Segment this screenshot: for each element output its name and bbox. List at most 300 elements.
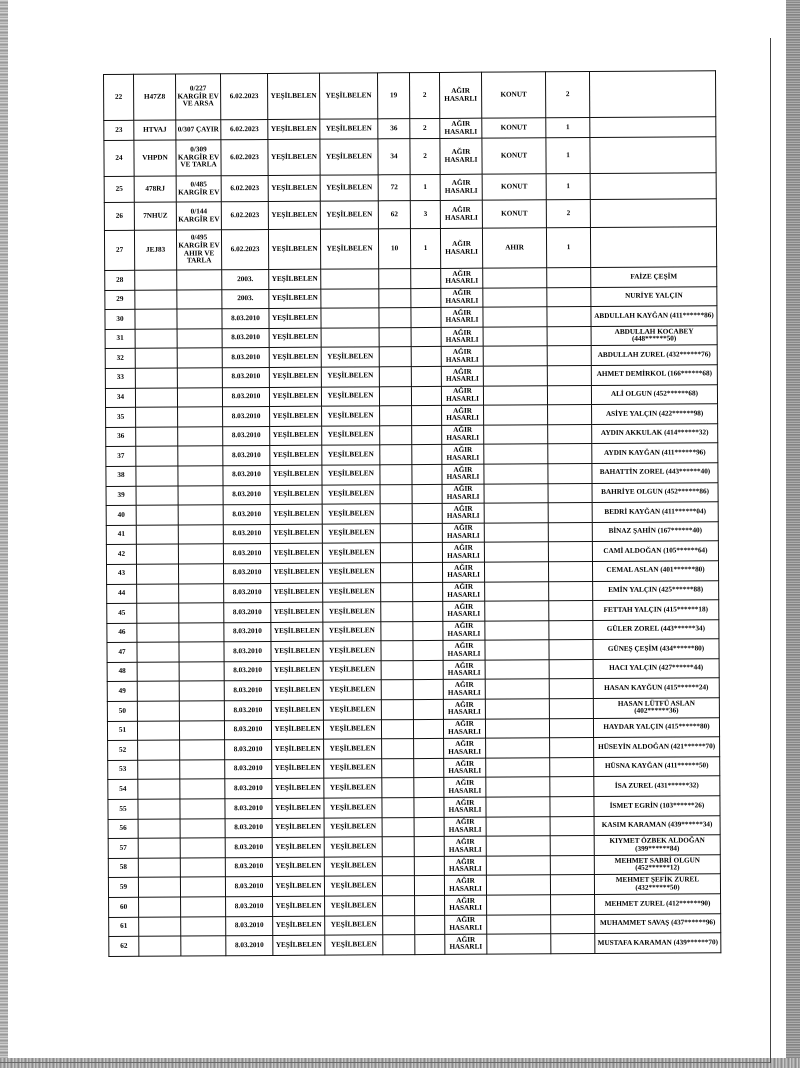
owner-name-cell [590, 199, 716, 228]
row-number-cell: 55 [108, 799, 138, 819]
count-1-cell: 34 [378, 139, 410, 175]
damage-status-cell: AĞIR HASARLI [441, 386, 483, 406]
parcel-info-cell [178, 427, 223, 447]
count-2-cell [414, 837, 444, 857]
date-cell: 8.03.2010 [224, 622, 271, 642]
location-2-cell: YEŞİLBELEN [322, 445, 380, 465]
building-code-cell: H47Z8 [134, 74, 176, 120]
count-1-cell [380, 406, 412, 426]
owner-name-cell: AHMET DEMİRKOL (166******68) [591, 365, 717, 385]
count-1-cell [379, 367, 411, 387]
unit-count-cell [551, 914, 595, 934]
count-2-cell [414, 797, 444, 817]
unit-count-cell [549, 640, 593, 660]
date-cell: 8.03.2010 [224, 583, 271, 603]
location-cell: YEŞİLBELEN [269, 387, 321, 407]
count-1-cell [380, 523, 412, 543]
building-code-cell [137, 682, 179, 702]
unit-count-cell [548, 444, 592, 464]
owner-name-cell: İSMET EGRİN (103******26) [594, 796, 720, 816]
date-cell: 8.03.2010 [225, 877, 272, 897]
row-number-cell: 31 [105, 329, 135, 349]
owner-name-cell: CEMAL ASLAN (401******80) [592, 561, 718, 581]
damage-status-cell: AĞIR HASARLI [444, 817, 486, 837]
location-2-cell: YEŞİLBELEN [322, 406, 380, 426]
row-number-cell: 59 [108, 878, 138, 898]
owner-name-cell: HACI YALÇIN (427******44) [593, 659, 719, 679]
date-cell: 8.03.2010 [226, 936, 273, 956]
damage-status-cell: AĞIR HASARLI [444, 797, 486, 817]
location-2-cell: YEŞİLBELEN [320, 119, 378, 139]
count-2-cell [413, 680, 443, 700]
row-number-cell: 36 [106, 427, 136, 447]
unit-count-cell [550, 777, 594, 797]
unit-count-cell [549, 659, 593, 679]
damage-status-cell: AĞIR HASARLI [443, 621, 485, 641]
damage-status-cell: AĞIR HASARLI [440, 174, 482, 200]
location-2-cell: YEŞİLBELEN [323, 602, 381, 622]
parcel-info-cell: 0/227 KARGİR EV VE ARSA [176, 74, 221, 120]
count-2-cell: 1 [410, 174, 440, 200]
location-2-cell: YEŞİLBELEN [323, 582, 381, 602]
unit-count-cell [548, 522, 592, 542]
count-1-cell [382, 798, 414, 818]
row-number-cell: 35 [106, 407, 136, 427]
count-2-cell [412, 464, 442, 484]
building-code-cell [136, 407, 178, 427]
scan-edge-bottom [0, 1058, 800, 1068]
count-1-cell [382, 817, 414, 837]
location-2-cell: YEŞİLBELEN [324, 837, 382, 857]
table-row [109, 933, 721, 956]
location-cell: YEŞİLBELEN [273, 916, 325, 936]
unit-count-cell [549, 699, 593, 719]
count-1-cell [381, 719, 413, 739]
parcel-info-cell [179, 583, 224, 603]
row-number-cell: 38 [106, 466, 136, 486]
location-2-cell: YEŞİLBELEN [323, 661, 381, 681]
damage-status-cell: AĞIR HASARLI [442, 503, 484, 523]
damage-status-cell: AĞIR HASARLI [444, 738, 486, 758]
parcel-info-cell [177, 387, 222, 407]
owner-name-cell: HASAN LÜTFÜ ASLAN (402******36) [593, 698, 719, 718]
row-number-cell: 26 [104, 202, 134, 230]
count-1-cell [380, 563, 412, 583]
building-code-cell [139, 936, 181, 956]
location-2-cell [321, 269, 379, 289]
location-2-cell: YEŞİLBELEN [325, 896, 383, 916]
location-2-cell: YEŞİLBELEN [322, 543, 380, 563]
row-number-cell: 29 [105, 290, 135, 310]
location-2-cell: YEŞİLBELEN [321, 367, 379, 387]
unit-count-cell: 1 [546, 174, 590, 200]
usage-cell [486, 816, 550, 836]
owner-name-cell: AYDIN AKKULAK (414******32) [592, 424, 718, 444]
usage-cell: KONUT [482, 138, 546, 174]
count-1-cell [381, 582, 413, 602]
unit-count-cell [549, 679, 593, 699]
count-1-cell: 72 [378, 175, 410, 201]
owner-name-cell: HÜSNA KAYĞAN (411******50) [594, 757, 720, 777]
date-cell: 6.02.2023 [221, 201, 268, 229]
location-cell: YEŞİLBELEN [270, 446, 322, 466]
damage-status-cell: AĞIR HASARLI [441, 268, 483, 288]
date-cell: 6.02.2023 [221, 119, 268, 139]
date-cell: 8.03.2010 [223, 505, 270, 525]
count-1-cell: 36 [378, 119, 410, 139]
row-number-cell: 40 [106, 505, 136, 525]
usage-cell [487, 914, 551, 934]
building-code-cell [137, 603, 179, 623]
unit-count-cell [547, 385, 591, 405]
location-cell: YEŞİLBELEN [269, 328, 321, 348]
unit-count-cell: 2 [545, 72, 589, 118]
usage-cell [485, 699, 549, 719]
count-2-cell [412, 406, 442, 426]
damage-status-cell: AĞIR HASARLI [442, 484, 484, 504]
building-code-cell [135, 270, 177, 290]
count-2-cell [412, 562, 442, 582]
unit-count-cell [550, 797, 594, 817]
table-row [104, 71, 716, 121]
building-code-cell [137, 701, 179, 721]
count-1-cell [383, 935, 415, 955]
row-number-cell: 37 [106, 447, 136, 467]
location-2-cell: YEŞİLBELEN [322, 524, 380, 544]
row-number-cell: 46 [107, 623, 137, 643]
damage-status-cell: AĞIR HASARLI [444, 778, 486, 798]
usage-cell: KONUT [482, 118, 546, 138]
owner-name-cell: MUSTAFA KARAMAN (439******70) [595, 933, 721, 953]
damage-status-cell: AĞIR HASARLI [443, 601, 485, 621]
usage-cell [486, 836, 550, 856]
date-cell: 6.02.2023 [221, 73, 268, 119]
parcel-info-cell [179, 701, 224, 721]
date-cell: 8.03.2010 [223, 544, 270, 564]
row-number-cell: 54 [108, 780, 138, 800]
location-2-cell: YEŞİLBELEN [321, 347, 379, 367]
parcel-info-cell [180, 858, 225, 878]
owner-name-cell: ASİYE YALÇIN (422******98) [592, 404, 718, 424]
parcel-info-cell [177, 368, 222, 388]
parcel-info-cell [179, 681, 224, 701]
count-1-cell [382, 876, 414, 896]
parcel-info-cell [178, 564, 223, 584]
building-code-cell: VHPDN [134, 140, 176, 176]
usage-cell [486, 738, 550, 758]
date-cell: 8.03.2010 [224, 720, 271, 740]
row-number-cell: 45 [107, 603, 137, 623]
building-code-cell [136, 446, 178, 466]
date-cell: 8.03.2010 [222, 309, 269, 329]
location-cell: YEŞİLBELEN [271, 661, 323, 681]
parcel-info-cell [179, 622, 224, 642]
usage-cell: AHIR [482, 228, 546, 268]
unit-count-cell [551, 934, 595, 954]
count-2-cell: 1 [410, 228, 440, 268]
owner-name-cell: ABDULLAH KAYĞAN (411******86) [591, 306, 717, 326]
damage-status-cell: AĞIR HASARLI [443, 719, 485, 739]
parcel-info-cell [179, 720, 224, 740]
owner-name-cell: MUHAMMET SAVAŞ (437******96) [595, 913, 721, 933]
building-code-cell: 478RJ [134, 176, 176, 202]
row-number-cell: 53 [108, 760, 138, 780]
location-2-cell: YEŞİLBELEN [323, 641, 381, 661]
usage-cell [484, 444, 548, 464]
scan-edge-left [0, 0, 8, 1068]
row-number-cell: 61 [109, 917, 139, 937]
owner-name-cell: MEHMET ZUREL (412******90) [595, 894, 721, 914]
count-2-cell [413, 719, 443, 739]
row-number-cell: 52 [108, 741, 138, 761]
damage-status-cell: AĞIR HASARLI [440, 118, 482, 138]
unit-count-cell [550, 836, 594, 856]
damage-status-cell: AĞIR HASARLI [443, 680, 485, 700]
parcel-info-cell [180, 779, 225, 799]
location-cell: YEŞİLBELEN [270, 465, 322, 485]
location-2-cell: YEŞİLBELEN [325, 935, 383, 955]
date-cell: 8.03.2010 [225, 799, 272, 819]
unit-count-cell [547, 365, 591, 385]
date-cell: 8.03.2010 [225, 857, 272, 877]
row-number-cell: 43 [106, 564, 136, 584]
location-cell: YEŞİLBELEN [268, 229, 320, 269]
location-cell: YEŞİLBELEN [272, 779, 324, 799]
damage-status-cell: AĞIR HASARLI [442, 542, 484, 562]
row-number-cell: 28 [105, 270, 135, 290]
owner-name-cell: EMİN YALÇIN (425******88) [593, 580, 719, 600]
usage-cell [484, 523, 548, 543]
damage-status-cell: AĞIR HASARLI [442, 523, 484, 543]
damage-status-cell: AĞIR HASARLI [444, 836, 486, 856]
building-code-cell [139, 897, 181, 917]
owner-name-cell: KASIM KARAMAN (439******34) [594, 815, 720, 835]
date-cell: 8.03.2010 [223, 407, 270, 427]
damage-status-cell: AĞIR HASARLI [441, 347, 483, 367]
count-2-cell [412, 484, 442, 504]
usage-cell [486, 856, 550, 876]
count-1-cell [381, 641, 413, 661]
records-body [104, 71, 721, 957]
usage-cell: KONUT [482, 200, 546, 228]
parcel-info-cell [180, 799, 225, 819]
location-2-cell: YEŞİLBELEN [324, 857, 382, 877]
usage-cell [483, 346, 547, 366]
location-cell: YEŞİLBELEN [272, 759, 324, 779]
damage-status-cell: AĞIR HASARLI [440, 138, 482, 174]
damage-status-cell: AĞIR HASARLI [444, 856, 486, 876]
owner-name-cell: HASAN KAYĞUN (415******24) [593, 678, 719, 698]
building-code-cell [137, 584, 179, 604]
location-2-cell: YEŞİLBELEN [324, 739, 382, 759]
usage-cell [484, 542, 548, 562]
date-cell: 8.03.2010 [226, 896, 273, 916]
unit-count-cell [548, 405, 592, 425]
parcel-info-cell [178, 505, 223, 525]
location-2-cell: YEŞİLBELEN [323, 700, 381, 720]
date-cell: 8.03.2010 [224, 681, 271, 701]
owner-name-cell: HÜSEYİN ALDOĞAN (421******70) [594, 737, 720, 757]
count-2-cell [414, 876, 444, 896]
building-code-cell [138, 858, 180, 878]
count-1-cell [381, 602, 413, 622]
usage-cell [486, 875, 550, 895]
row-number-cell: 47 [107, 643, 137, 663]
usage-cell [483, 327, 547, 347]
usage-cell: KONUT [482, 174, 546, 200]
unit-count-cell [548, 483, 592, 503]
location-cell: YEŞİLBELEN [271, 700, 323, 720]
building-code-cell [135, 348, 177, 368]
unit-count-cell [550, 875, 594, 895]
count-1-cell [381, 680, 413, 700]
count-2-cell [412, 445, 442, 465]
count-2-cell [413, 660, 443, 680]
damage-records-table [103, 70, 721, 957]
location-2-cell: YEŞİLBELEN [324, 798, 382, 818]
date-cell: 2003. [222, 289, 269, 309]
usage-cell [483, 287, 547, 307]
location-cell: YEŞİLBELEN [272, 739, 324, 759]
count-1-cell [379, 288, 411, 308]
count-2-cell [413, 602, 443, 622]
building-code-cell [138, 779, 180, 799]
location-cell: YEŞİLBELEN [270, 426, 322, 446]
count-2-cell [413, 621, 443, 641]
count-2-cell [413, 641, 443, 661]
count-1-cell [380, 425, 412, 445]
location-cell: YEŞİLBELEN [270, 524, 322, 544]
date-cell: 6.02.2023 [221, 175, 268, 201]
location-2-cell [321, 328, 379, 348]
location-2-cell: YEŞİLBELEN [322, 504, 380, 524]
location-2-cell: YEŞİLBELEN [320, 175, 378, 201]
count-2-cell [413, 699, 443, 719]
count-2-cell: 3 [410, 200, 440, 228]
location-cell: YEŞİLBELEN [268, 201, 320, 229]
usage-cell [483, 366, 547, 386]
location-2-cell: YEŞİLBELEN [325, 915, 383, 935]
row-number-cell: 23 [104, 120, 134, 140]
count-2-cell [411, 366, 441, 386]
building-code-cell: JEJ83 [134, 230, 176, 270]
owner-name-cell: GÜNEŞ ÇEŞİM (434******80) [593, 639, 719, 659]
damage-status-cell: AĞIR HASARLI [442, 445, 484, 465]
count-2-cell [411, 308, 441, 328]
count-1-cell [380, 543, 412, 563]
damage-status-cell: AĞIR HASARLI [442, 405, 484, 425]
row-number-cell: 50 [107, 701, 137, 721]
row-number-cell: 33 [105, 368, 135, 388]
count-1-cell [380, 465, 412, 485]
date-cell: 8.03.2010 [222, 348, 269, 368]
count-1-cell [383, 915, 415, 935]
table-row [104, 137, 716, 177]
building-code-cell [137, 721, 179, 741]
page-border-bottom [0, 1062, 770, 1063]
date-cell: 8.03.2010 [222, 367, 269, 387]
usage-cell [485, 581, 549, 601]
date-cell: 8.03.2010 [222, 387, 269, 407]
unit-count-cell [548, 542, 592, 562]
unit-count-cell [549, 601, 593, 621]
owner-name-cell: BAHATTİN ZOREL (443******40) [592, 463, 718, 483]
damage-status-cell: AĞIR HASARLI [439, 72, 481, 118]
building-code-cell [138, 740, 180, 760]
damage-status-cell: AĞIR HASARLI [441, 366, 483, 386]
count-1-cell [382, 739, 414, 759]
parcel-info-cell [181, 936, 226, 956]
date-cell: 8.03.2010 [223, 465, 270, 485]
row-number-cell: 32 [105, 349, 135, 369]
location-2-cell: YEŞİLBELEN [322, 426, 380, 446]
location-2-cell [321, 288, 379, 308]
damage-status-cell: AĞIR HASARLI [445, 934, 487, 954]
parcel-info-cell [178, 446, 223, 466]
parcel-info-cell [177, 289, 222, 309]
unit-count-cell [548, 463, 592, 483]
location-cell: YEŞİLBELEN [269, 348, 321, 368]
count-1-cell [383, 896, 415, 916]
location-cell: YEŞİLBELEN [270, 563, 322, 583]
usage-cell [484, 405, 548, 425]
usage-cell [486, 797, 550, 817]
usage-cell [483, 307, 547, 327]
building-code-cell [136, 505, 178, 525]
count-1-cell [381, 621, 413, 641]
parcel-info-cell [177, 329, 222, 349]
unit-count-cell: 1 [546, 138, 590, 174]
parcel-info-cell [180, 838, 225, 858]
row-number-cell: 22 [104, 74, 134, 120]
building-code-cell [136, 564, 178, 584]
location-2-cell: YEŞİLBELEN [319, 73, 377, 119]
location-cell: YEŞİLBELEN [268, 175, 320, 201]
page-border-right [770, 38, 771, 1063]
location-2-cell: YEŞİLBELEN [322, 563, 380, 583]
parcel-info-cell [180, 877, 225, 897]
count-2-cell [411, 347, 441, 367]
parcel-info-cell [177, 309, 222, 329]
parcel-info-cell [181, 897, 226, 917]
building-code-cell [136, 544, 178, 564]
owner-name-cell: BİNAZ ŞAHİN (167******40) [592, 521, 718, 541]
location-2-cell: YEŞİLBELEN [323, 680, 381, 700]
count-2-cell: 2 [409, 72, 439, 118]
damage-status-cell: AĞIR HASARLI [442, 562, 484, 582]
building-code-cell [136, 486, 178, 506]
table-row [104, 227, 716, 271]
unit-count-cell [549, 620, 593, 640]
date-cell: 8.03.2010 [225, 759, 272, 779]
count-2-cell [414, 856, 444, 876]
owner-name-cell [589, 71, 715, 118]
location-cell: YEŞİLBELEN [272, 857, 324, 877]
count-1-cell [382, 837, 414, 857]
location-cell: YEŞİLBELEN [271, 583, 323, 603]
owner-name-cell [590, 173, 716, 200]
location-cell: YEŞİLBELEN [271, 602, 323, 622]
owner-name-cell: İSA ZUREL (431******32) [594, 776, 720, 796]
usage-cell [485, 620, 549, 640]
parcel-info-cell [179, 662, 224, 682]
row-number-cell: 49 [107, 682, 137, 702]
unit-count-cell [548, 424, 592, 444]
location-cell: YEŞİLBELEN [268, 139, 320, 175]
location-2-cell: YEŞİLBELEN [324, 778, 382, 798]
unit-count-cell [549, 581, 593, 601]
usage-cell [486, 758, 550, 778]
